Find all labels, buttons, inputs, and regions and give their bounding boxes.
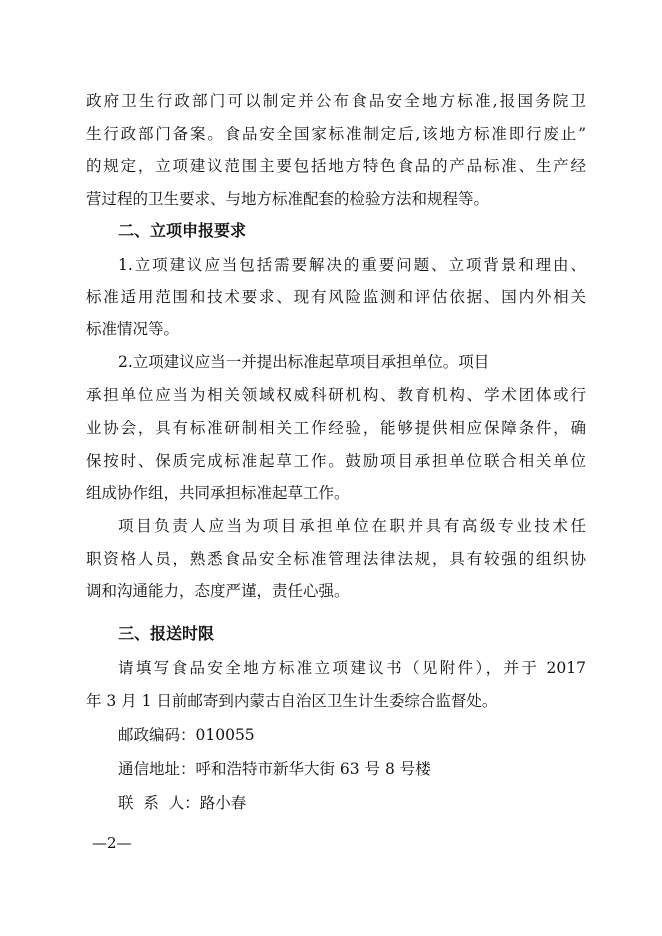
paragraph-1-line-3: 的规定，立项建议范围主要包括地方特色食品的产品标准、生产经 [86,157,586,175]
section-2-item-2-line-4: 保按时、保质完成标准起草工作。鼓励项目承担单位联合相关单位 [86,452,586,470]
paragraph-1-line-2: 生行政部门备案。食品安全国家标准制定后,该地方标准即行废止” [86,125,586,143]
section-3-heading: 三、报送时限 [118,624,215,643]
section-2-paragraph-3-line-3: 调和沟通能力，态度严谨，责任心强。 [86,582,350,600]
paragraph-1-line-4: 营过程的卫生要求、与地方标准配套的检验方法和规程等。 [86,190,490,208]
section-2-item-2-line-3: 业协会，具有标准研制相关工作经验，能够提供相应保障条件，确 [86,419,586,437]
section-2-item-2-line-2: 承担单位应当为相关领域权威科研机构、教育机构、学术团体或行 [86,386,586,404]
section-2-item-2-line-1: 2.立项建议应当一并提出标准起草项目承担单位。项目 [118,353,490,371]
section-2-item-1-line-1: 1.立项建议应当包括需要解决的重要问题、立项背景和理由、 [118,256,586,274]
section-2-item-1-line-2: 标准适用范围和技术要求、现有风险监测和评估依据、国内外相关 [86,288,586,306]
section-3-paragraph-line-1: 请填写食品安全地方标准立项建议书（见附件），并于 2017 [118,659,586,677]
paragraph-1-line-1: 政府卫生行政部门可以制定并公布食品安全地方标准,报国务院卫 [86,92,586,110]
page-number: —2— [92,834,132,852]
postal-code: 邮政编码：010055 [118,726,255,744]
section-2-item-1-line-3: 标准情况等。 [86,320,180,338]
section-3-paragraph-line-2: 年 3 月 1 日前邮寄到内蒙古自治区卫生计生委综合监督处。 [86,692,498,710]
section-2-paragraph-3-line-1: 项目负责人应当为项目承担单位在职并具有高级专业技术任 [118,517,586,535]
section-2-item-2-line-5: 组成协作组，共同承担标准起草工作。 [86,484,350,502]
section-2-heading: 二、立项申报要求 [118,221,247,240]
contact-person: 联 系 人：路小春 [118,794,247,812]
mailing-address: 通信地址：呼和浩特市新华大街 63 号 8 号楼 [118,760,431,778]
section-2-paragraph-3-line-2: 职资格人员，熟悉食品安全标准管理法律法规，具有较强的组织协 [86,550,586,568]
